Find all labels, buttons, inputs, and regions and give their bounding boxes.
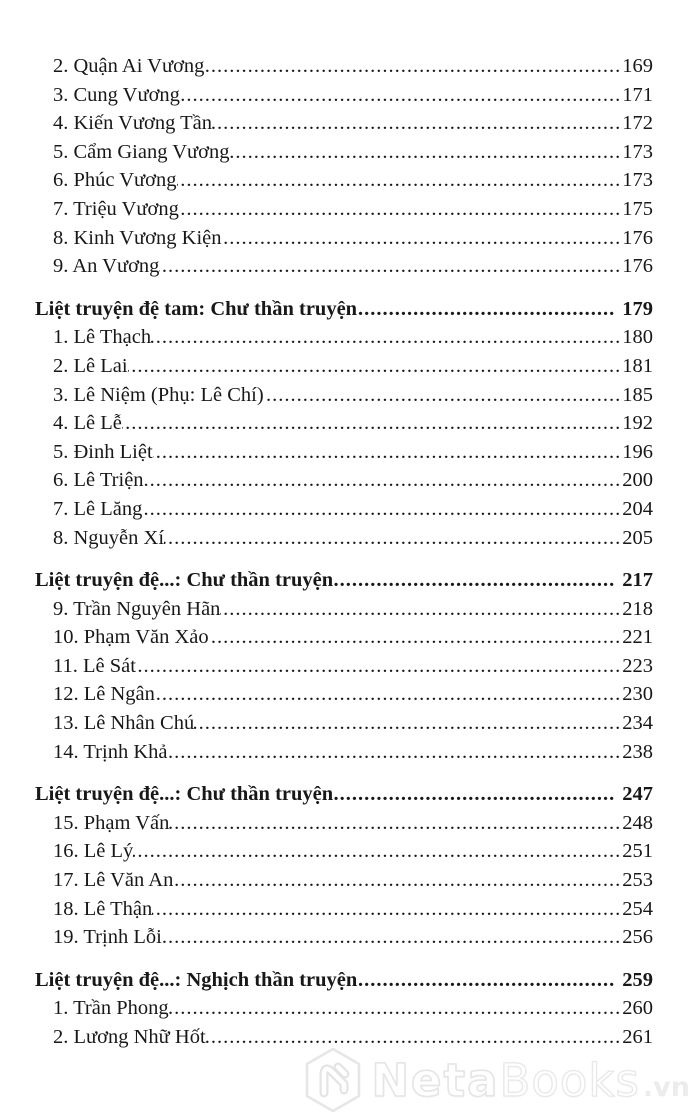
dot-leader xyxy=(221,224,622,253)
toc-entry-title: 2. Lê Lai xyxy=(53,354,128,377)
dot-leader xyxy=(209,623,623,652)
toc-entry-page: 172 xyxy=(622,112,653,135)
toc-entry xyxy=(53,252,653,281)
toc-entry-title: 1. Trần Phong xyxy=(53,997,169,1020)
toc-entry-title: 16. Lê Lý xyxy=(53,840,134,863)
dot-leader xyxy=(177,166,623,195)
toc-entry-title: 7. Lê Lăng xyxy=(53,497,143,520)
toc-entry-title: 7. Triệu Vương xyxy=(53,197,179,220)
dot-leader xyxy=(128,352,623,381)
toc-entry-page: 251 xyxy=(622,840,653,863)
toc-entry xyxy=(53,895,653,924)
toc-section xyxy=(35,566,653,766)
toc-entry-page: 175 xyxy=(622,197,653,220)
dot-leader xyxy=(136,652,622,681)
toc-entry xyxy=(53,438,653,467)
toc-entry-title: 18. Lê Thận xyxy=(53,897,153,920)
dot-leader xyxy=(153,438,623,467)
toc-entry xyxy=(53,195,653,224)
toc-entry-title: 13. Lê Nhân Chú xyxy=(53,712,195,735)
toc-entry-page: 196 xyxy=(622,440,653,463)
toc-entry-title: 3. Lê Niệm (Phụ: Lê Chí) xyxy=(53,383,264,406)
dot-leader xyxy=(333,780,616,809)
toc-entry xyxy=(53,595,653,624)
toc-entry xyxy=(35,966,653,995)
wordmark-neta: Neta xyxy=(371,1053,500,1107)
toc-entry-title: 19. Trịnh Lỗi xyxy=(53,926,162,949)
toc-entry xyxy=(53,837,653,866)
toc-entry xyxy=(35,295,653,324)
dot-leader xyxy=(212,109,622,138)
toc-entry-title: 1. Lê Thạch xyxy=(53,326,152,349)
toc-entry-title: 2. Lương Nhữ Hốt xyxy=(53,1026,206,1048)
toc-section xyxy=(35,966,653,1052)
toc-entry-page: 181 xyxy=(622,354,653,377)
toc-entry-title: Liệt truyện đệ...: Nghịch thần truyện xyxy=(35,968,358,991)
wordmark-books: Books xyxy=(499,1053,640,1107)
toc-entry-page: 260 xyxy=(622,997,653,1020)
dot-leader xyxy=(264,381,623,410)
wordmark-tld: .vn xyxy=(642,1071,690,1103)
toc-entry-page: 204 xyxy=(622,497,653,520)
toc-entry-page: 247 xyxy=(622,783,653,806)
toc-entry-title: 15. Phạm Vấn xyxy=(53,811,170,834)
toc-entry-page: 218 xyxy=(622,597,653,620)
toc-entry-page: 173 xyxy=(622,140,653,163)
dot-leader xyxy=(133,837,622,866)
toc-entry-page: 234 xyxy=(622,712,653,735)
toc-entry-page: 259 xyxy=(622,968,653,991)
toc-entry-page: 173 xyxy=(622,169,653,192)
toc-entry xyxy=(53,680,653,709)
toc-entry xyxy=(53,381,653,410)
toc-entry xyxy=(53,166,653,195)
toc-entry-page: 176 xyxy=(622,226,653,249)
toc-entry-title: 12. Lê Ngân xyxy=(53,683,155,706)
toc-entry xyxy=(53,109,653,138)
toc-entry-page: 254 xyxy=(622,897,653,920)
toc-entry-page: 179 xyxy=(622,297,653,320)
toc-entry xyxy=(53,323,653,352)
toc-entry xyxy=(53,923,653,952)
toc-entry xyxy=(53,652,653,681)
toc-entry-title: 8. Nguyễn Xí xyxy=(53,526,165,549)
toc-section xyxy=(35,780,653,952)
toc-entry xyxy=(53,81,653,110)
toc-entry-title: 9. An Vương xyxy=(53,255,160,278)
dot-leader xyxy=(162,923,622,952)
toc-entry xyxy=(53,352,653,381)
dot-leader xyxy=(357,295,616,324)
toc-section xyxy=(35,52,653,281)
dot-leader xyxy=(180,81,622,110)
toc-entry-page: 248 xyxy=(622,811,653,834)
toc-entry-page: 176 xyxy=(622,255,653,278)
toc-entry-title: 6. Lê Triện xyxy=(53,469,144,492)
dot-leader xyxy=(142,495,622,524)
dot-leader xyxy=(155,680,622,709)
toc-entry-page: 169 xyxy=(622,55,653,77)
toc-entry xyxy=(35,780,653,809)
toc-entry-title: 9. Trần Nguyên Hãn xyxy=(53,597,221,620)
toc-entry-title: 17. Lê Văn An xyxy=(53,869,174,892)
dot-leader xyxy=(151,323,622,352)
toc-entry-title: 6. Phúc Vương xyxy=(53,169,177,192)
toc-entry xyxy=(35,566,653,595)
toc-entry xyxy=(53,466,653,495)
toc-entry-title: 4. Kiến Vương Tần xyxy=(53,112,212,135)
toc-entry xyxy=(53,52,653,81)
toc-entry-title: 5. Cẩm Giang Vương xyxy=(53,140,230,163)
dot-leader xyxy=(152,895,622,924)
toc-entry-title: 3. Cung Vương xyxy=(53,83,180,106)
toc-entry-title: Liệt truyện đệ tam: Chư thần truyện xyxy=(35,297,358,320)
toc-section xyxy=(35,295,653,552)
dot-leader xyxy=(159,252,622,281)
toc-entry-page: 261 xyxy=(622,1026,653,1048)
dot-leader xyxy=(220,595,622,624)
toc-entry-page: 192 xyxy=(622,412,653,435)
netabooks-watermark xyxy=(302,1046,690,1114)
toc-entry-title: Liệt truyện đệ...: Chư thần truyện xyxy=(35,569,334,592)
dot-leader xyxy=(333,566,616,595)
toc-entry-page: 185 xyxy=(622,383,653,406)
toc-entry xyxy=(53,495,653,524)
toc-entry-title: 5. Đinh Liệt xyxy=(53,440,153,463)
toc-entry-page: 205 xyxy=(622,526,653,549)
toc-entry xyxy=(53,809,653,838)
dot-leader xyxy=(204,52,622,81)
toc-entry xyxy=(53,994,653,1023)
toc-entry xyxy=(53,709,653,738)
dot-leader xyxy=(144,466,623,495)
dot-leader xyxy=(173,866,622,895)
dot-leader xyxy=(167,738,622,767)
toc-entry-title: Liệt truyện đệ...: Chư thần truyện xyxy=(35,783,334,806)
dot-leader xyxy=(194,709,622,738)
toc-entry-page: 230 xyxy=(622,683,653,706)
toc-entry-page: 223 xyxy=(622,654,653,677)
dot-leader xyxy=(179,195,622,224)
toc-entry xyxy=(53,866,653,895)
toc-entry xyxy=(53,224,653,253)
toc-entry-title: 2. Quận Ai Vương xyxy=(53,55,205,77)
toc-entry-title: 14. Trịnh Khả xyxy=(53,740,168,763)
toc-entry-title: 8. Kinh Vương Kiện xyxy=(53,226,222,249)
toc-entry xyxy=(53,138,653,167)
toc-entry-page: 238 xyxy=(622,740,653,763)
dot-leader xyxy=(164,524,622,553)
dot-leader xyxy=(122,409,622,438)
dot-leader xyxy=(169,809,622,838)
toc-entry-page: 253 xyxy=(622,869,653,892)
toc-entry-title: 4. Lê Lễ xyxy=(53,412,122,435)
toc-entry-page: 217 xyxy=(622,569,653,592)
toc-entry xyxy=(53,409,653,438)
toc-entry-title: 11. Lê Sát xyxy=(53,654,136,677)
netabooks-wordmark xyxy=(371,1054,690,1107)
dot-leader xyxy=(357,966,616,995)
dot-leader xyxy=(169,994,623,1023)
toc-entry xyxy=(53,623,653,652)
toc-entry-page: 200 xyxy=(622,469,653,492)
netabooks-hexagon-n-logo-icon xyxy=(302,1046,364,1114)
toc-entry-page: 171 xyxy=(622,83,653,106)
dot-leader xyxy=(229,138,622,167)
toc-entry xyxy=(53,524,653,553)
toc-entry-title: 10. Phạm Văn Xảo xyxy=(53,626,209,649)
toc-entry-page: 256 xyxy=(622,926,653,949)
toc-entry-page: 180 xyxy=(622,326,653,349)
toc-entry-page: 221 xyxy=(622,626,653,649)
toc-entry xyxy=(53,738,653,767)
